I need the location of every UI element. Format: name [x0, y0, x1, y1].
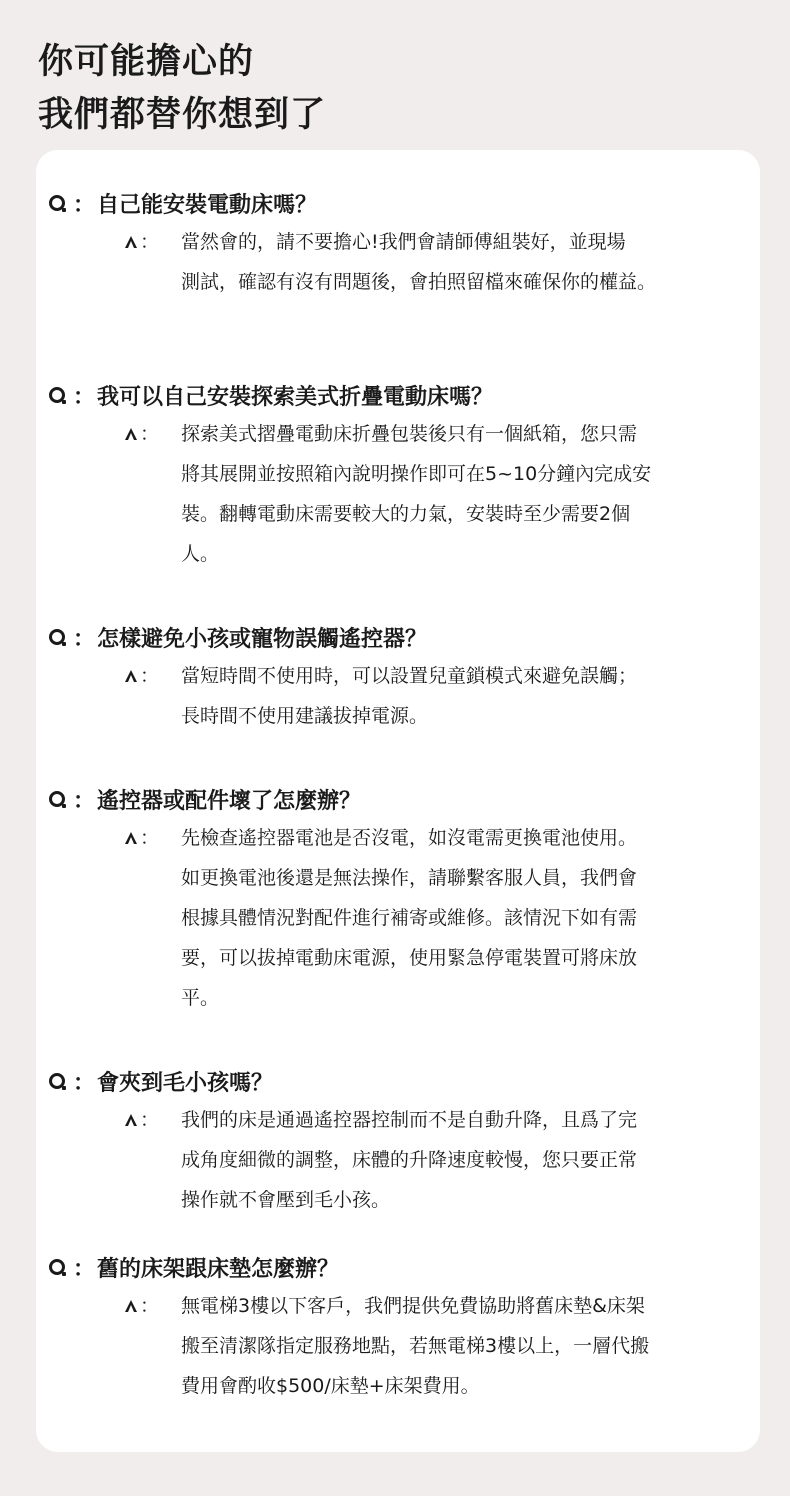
question-text: 怎樣避免小孩或寵物誤觸遙控器？: [97, 626, 428, 652]
answer-text: [161, 1286, 749, 1406]
question-row: [49, 617, 427, 657]
answer-line: 我們的床是通過遙控器控制而不是自動升降，且爲了完: [181, 1109, 638, 1131]
answer-line: 搬至清潔隊指定服務地點，若無電梯3樓以上，一層代搬: [181, 1335, 650, 1357]
answer-line: 人。: [181, 543, 220, 565]
answer-colon: ：: [140, 665, 160, 687]
answer-line: 要，可以拔掉電動床電源，使用緊急停電裝置可將床放: [181, 947, 638, 969]
answer-a-icon: [125, 236, 137, 248]
question-colon: ：: [72, 1256, 95, 1282]
answer-line: 如更換電池後還是無法操作，請聯繫客服人員，我們會: [181, 867, 638, 889]
answer-a-icon: [125, 832, 137, 844]
answer-text: [161, 222, 749, 302]
answer-line: 長時間不使用建議拔掉電源。: [181, 705, 429, 727]
answer-colon: ：: [140, 231, 160, 253]
answer-line: 費用會酌收$500/床墊+床架費用。: [181, 1375, 480, 1397]
answer-line: 先檢查遙控器電池是否沒電，如沒電需更換電池使用。: [181, 827, 638, 849]
question-row: [49, 183, 317, 223]
answer-a-icon: [125, 1114, 137, 1126]
question-q-icon: [49, 387, 65, 403]
answer-colon: ：: [140, 423, 160, 445]
answer-text: [161, 818, 749, 1018]
question-colon: ：: [72, 788, 95, 814]
question-text: 自己能安裝電動床嗎？: [97, 192, 318, 218]
answer-line: 將其展開並按照箱內說明操作即可在5~10分鐘內完成安: [181, 463, 652, 485]
question-q-icon: [49, 1073, 65, 1089]
question-text: 會夾到毛小孩嗎？: [97, 1070, 274, 1096]
question-colon: ：: [72, 626, 95, 652]
answer-a-icon: [125, 1300, 137, 1312]
question-q-icon: [49, 629, 65, 645]
answer-line: 無電梯3樓以下客戶，我們提供免費協助將舊床墊&床架: [181, 1295, 645, 1317]
question-row: [49, 779, 361, 819]
question-row: [49, 1247, 339, 1287]
question-row: [49, 375, 493, 415]
answer-line: 成角度細微的調整，床體的升降速度較慢，您只要正常: [181, 1149, 638, 1171]
answer-line: 平。: [181, 987, 220, 1009]
answer-colon: ：: [140, 1109, 160, 1131]
answer-line: 操作就不會壓到毛小孩。: [181, 1189, 391, 1211]
question-q-icon: [49, 195, 65, 211]
answer-line: 裝。翻轉電動床需要較大的力氣，安裝時至少需要2個: [181, 503, 631, 525]
question-colon: ：: [72, 384, 95, 410]
question-row: [49, 1061, 273, 1101]
answer-line: 當短時間不使用時，可以設置兒童鎖模式來避免誤觸；: [181, 665, 638, 687]
answer-text: [161, 414, 749, 574]
question-colon: ：: [72, 192, 95, 218]
answer-colon: ：: [140, 827, 160, 849]
question-colon: ：: [72, 1070, 95, 1096]
faq-card: [36, 150, 760, 1452]
answer-line: 根據具體情況對配件進行補寄或維修。該情況下如有需: [181, 907, 638, 929]
question-q-icon: [49, 791, 65, 807]
question-text: 我可以自己安裝探索美式折疊電動床嗎？: [97, 384, 494, 410]
answer-colon: ：: [140, 1295, 160, 1317]
question-text: 遙控器或配件壞了怎麼辦？: [97, 788, 362, 814]
question-q-icon: [49, 1259, 65, 1275]
answer-line: 探索美式摺疊電動床折疊包裝後只有一個紙箱，您只需: [181, 423, 638, 445]
answer-line: 測試，確認有沒有問題後，會拍照留檔來確保你的權益。: [181, 271, 657, 293]
answer-text: [161, 656, 749, 736]
answer-a-icon: [125, 428, 137, 440]
heading-line-1: 你可能擔心的: [38, 42, 255, 82]
page-heading: [38, 36, 326, 142]
answer-a-icon: [125, 670, 137, 682]
answer-text: [161, 1100, 749, 1220]
heading-line-2: 我們都替你想到了: [38, 95, 327, 135]
answer-line: 當然會的，請不要擔心!我們會請師傅組裝好，並現場: [181, 231, 626, 253]
question-text: 舊的床架跟床墊怎麼辦？: [97, 1256, 340, 1282]
